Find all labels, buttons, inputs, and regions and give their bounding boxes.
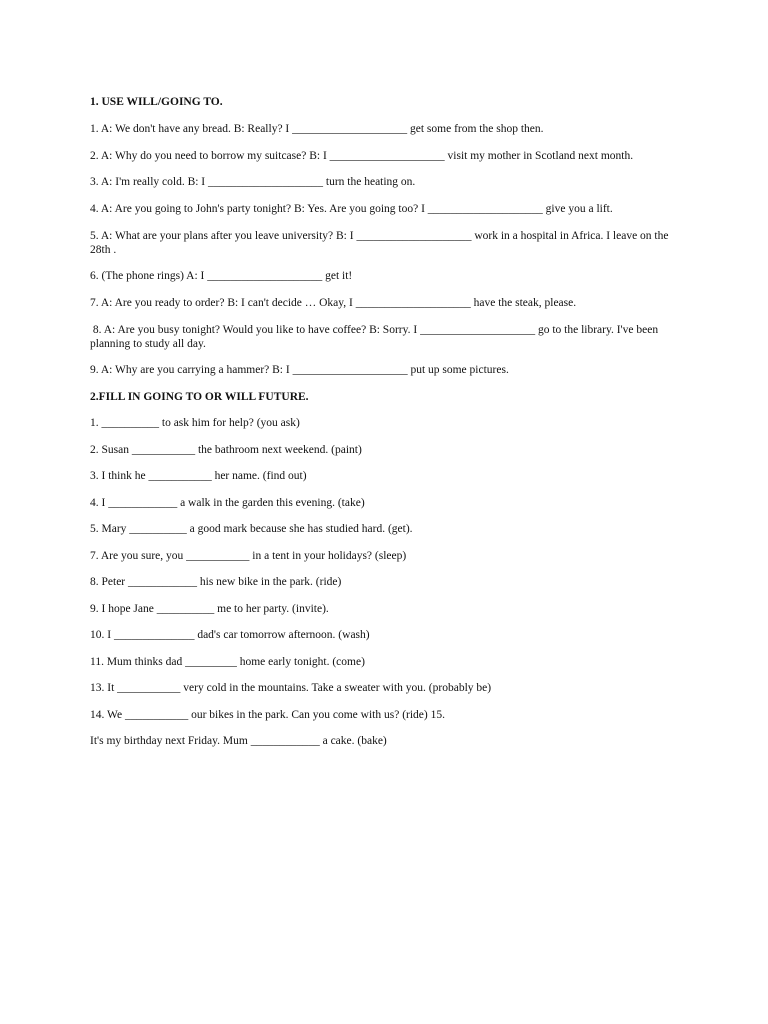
exercise-item: 4. A: Are you going to John's party tonight? B: Yes. Are you going too? I ____________________ give you a lift.: [90, 203, 613, 216]
exercise-item: 7. A: Are you ready to order? B: I can't decide … Okay, I ____________________ have the steak, please.: [90, 296, 577, 309]
exercise-item: 2. A: Why do you need to borrow my suitcase? B: I ____________________ visit my mother in Scotland next month.: [90, 149, 634, 162]
section-2-heading: 2.FILL IN GOING TO OR WILL FUTURE.: [90, 390, 309, 403]
exercise-item: 3. I think he ___________ her name. (find out): [90, 470, 307, 483]
section-2-exercise-list: [90, 416, 690, 748]
exercise-item: 10. I ______________ dad's car tomorrow afternoon. (wash): [90, 629, 370, 642]
exercise-item: 11. Mum thinks dad _________ home early tonight. (come): [90, 655, 365, 668]
section-1-exercise-list: [90, 122, 690, 377]
exercise-item: 8. Peter ____________ his new bike in the park. (ride): [90, 576, 342, 589]
exercise-item: It's my birthday next Friday. Mum ____________ a cake. (bake): [90, 735, 387, 748]
exercise-item: 7. Are you sure, you ___________ in a tent in your holidays? (sleep): [90, 549, 407, 562]
worksheet-page: [90, 95, 690, 761]
exercise-item: 9. I hope Jane __________ me to her party. (invite).: [90, 602, 329, 615]
exercise-item: 2. Susan ___________ the bathroom next weekend. (paint): [90, 443, 362, 456]
section-1-heading: 1. USE WILL/GOING TO.: [90, 96, 223, 108]
exercise-item: 9. A: Why are you carrying a hammer? B: I ____________________ put up some pictures.: [90, 364, 509, 377]
exercise-item: 3. A: I'm really cold. B: I ____________________ turn the heating on.: [90, 176, 416, 189]
exercise-item: 1. A: We don't have any bread. B: Really? I ____________________ get some from the shop then.: [90, 123, 544, 135]
exercise-item: 1. __________ to ask him for help? (you ask): [90, 417, 300, 430]
exercise-item: 6. (The phone rings) A: I ____________________ get it!: [90, 270, 353, 283]
exercise-item: 13. It ___________ very cold in the mountains. Take a sweater with you. (probably be): [90, 682, 492, 695]
exercise-item: 8. A: Are you busy tonight? Would you like to have coffee? B: Sorry. I ____________________ go to the library. I've been planning to study all day.: [90, 323, 661, 350]
exercise-item: 14. We ___________ our bikes in the park. Can you come with us? (ride) 15.: [90, 708, 445, 721]
exercise-item: 5. A: What are your plans after you leave university? B: I ____________________ work in a hospital in Africa. I leave on the 28th .: [90, 229, 672, 256]
exercise-item: 5. Mary __________ a good mark because she has studied hard. (get).: [90, 523, 413, 536]
exercise-item: 4. I ____________ a walk in the garden this evening. (take): [90, 496, 365, 509]
